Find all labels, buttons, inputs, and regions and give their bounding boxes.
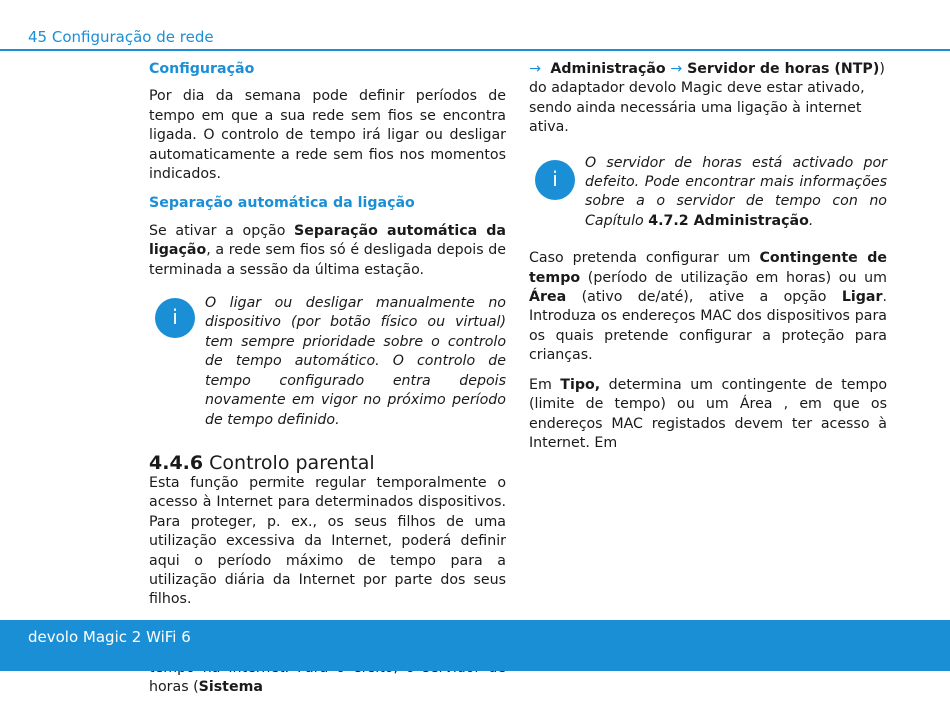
text-run: ) do adaptador devolo Magic deve estar ativado, sendo ainda necessária uma ligação à internet ativa. bbox=[529, 61, 885, 136]
option-name: Ligar bbox=[841, 289, 883, 306]
info-note bbox=[529, 154, 887, 232]
text-run: (ativo de/até), ative a opção bbox=[566, 289, 842, 306]
chapter-reference: 4.7.2 Administração bbox=[648, 212, 809, 229]
section-number: 4.4.6 bbox=[149, 451, 204, 474]
paragraph-configuracao: Por dia da semana pode definir períodos de tempo em que a sua rede sem fios se encontra ligada. O controlo de tempo irá ligar ou desligar automaticamente a rede sem fios nos momentos indicados. bbox=[149, 88, 506, 183]
text-run: . Introduza os endereços MAC dos dispositivos para os quais pretende configurar a proteção para crianças. bbox=[529, 289, 887, 364]
right-column bbox=[529, 60, 887, 463]
option-name: Área bbox=[529, 289, 567, 306]
section-title: Controlo parental bbox=[209, 451, 375, 474]
option-name: Tipo, bbox=[560, 376, 601, 393]
text-run: O servidor de horas está activado por defeito. Pode encontrar mais informações sobre a o servidor de tempo con no Capítulo bbox=[585, 154, 887, 229]
text-run: , a rede sem fios só é desligada depois de terminada a sessão da última estação. bbox=[149, 242, 506, 278]
text-run: horas ( bbox=[149, 678, 199, 695]
text-run: (período de utilização em horas) ou um bbox=[580, 269, 887, 286]
text-run: determina um contingente de tempo (limite de tempo) ou um Área , em que os endereços MAC registados devem ter acesso à Internet. Em bbox=[529, 376, 888, 451]
info-note-text bbox=[585, 154, 887, 232]
paragraph-tipo bbox=[529, 376, 887, 454]
info-icon: i bbox=[155, 298, 195, 338]
text-run: Em bbox=[529, 376, 561, 393]
left-column bbox=[149, 60, 506, 707]
heading-configuracao: Configuração bbox=[149, 61, 255, 77]
page-footer bbox=[0, 620, 950, 671]
heading-separacao: Separação automática da ligação bbox=[149, 195, 415, 212]
menu-path: Administração bbox=[550, 61, 666, 77]
info-note-text: O ligar ou desligar manualmente no dispositivo (por botão físico ou virtual) tem sempre prioridade sobre o controlo de tempo automático. O controlo de tempo configurado entra depois novamente em vigor no próximo período de tempo definido. bbox=[205, 295, 506, 428]
header-divider bbox=[0, 49, 950, 51]
text-run: . bbox=[808, 212, 814, 229]
paragraph-controlo-parental: Esta função permite regular temporalmente o acesso à Internet para determinados dispositivos. Para proteger, p. ex., os seus filhos de uma utilização excessiva da Internet, poderá definir aqui o período máximo de tempo para a utilização diária da Internet por parte dos seus filhos. bbox=[149, 474, 506, 608]
arrow-icon: → bbox=[529, 61, 541, 77]
info-icon: i bbox=[535, 160, 575, 200]
option-name: Separação automática da ligação bbox=[149, 222, 507, 259]
section-heading bbox=[149, 452, 506, 474]
text-run: Se ativar a opção bbox=[149, 222, 295, 239]
arrow-icon: → bbox=[670, 61, 683, 77]
footer-product-name: devolo Magic 2 WiFi 6 bbox=[28, 628, 191, 646]
text-run: Caso pretenda configurar um bbox=[529, 250, 760, 267]
page-header-title: 45 Configuração de rede bbox=[28, 28, 214, 46]
menu-path: Sistema bbox=[198, 678, 263, 695]
paragraph-contingente bbox=[529, 249, 887, 365]
paragraph-menu-path bbox=[529, 60, 887, 138]
paragraph-separacao bbox=[149, 222, 506, 280]
menu-path: Servidor de horas (NTP) bbox=[687, 61, 880, 77]
info-note bbox=[149, 294, 506, 430]
option-name: Contingente de tempo bbox=[529, 250, 887, 286]
